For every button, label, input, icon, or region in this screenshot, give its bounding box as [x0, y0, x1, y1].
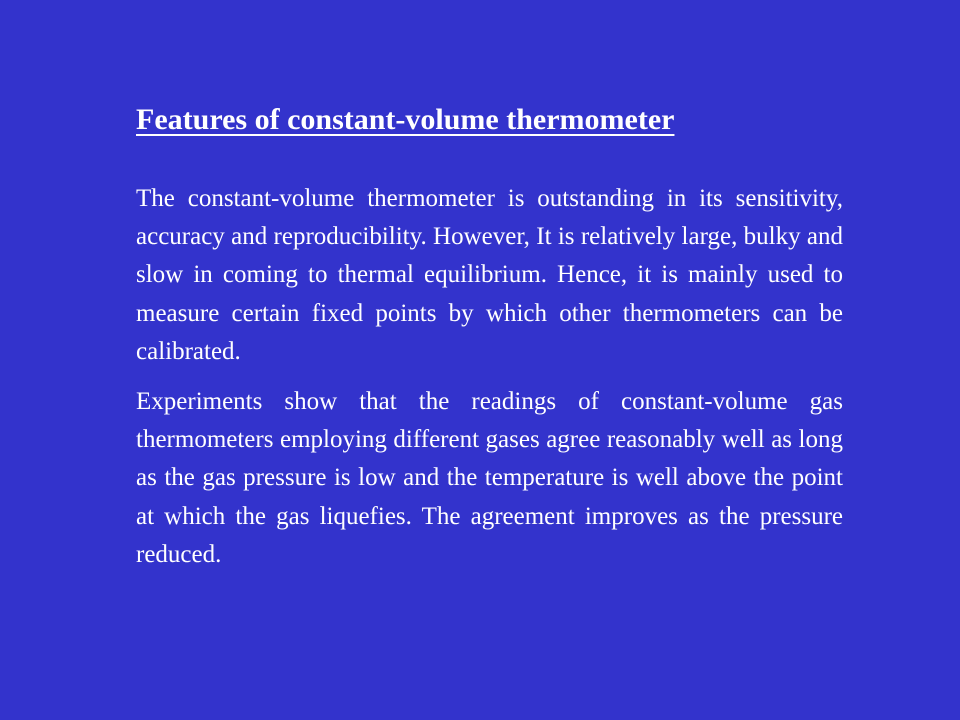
- body-paragraph-1: The constant-volume thermometer is outstanding in its sensitivity, accuracy and reproducibility. However, It is relatively large, bulky and slow in coming to thermal equilibrium. Hence, it is mainly used to measure certain fixed points by which other thermometers can be calibrated.: [136, 185, 843, 365]
- body-paragraph-2: Experiments show that the readings of constant-volume gas thermometers employing different gases agree reasonably well as long as the gas pressure is low and the temperature is well above the point at which the gas liquefies. The agreement improves as the pressure reduced.: [136, 388, 843, 568]
- slide-body: [136, 180, 843, 586]
- slide-title: Features of constant-volume thermometer: [136, 103, 675, 136]
